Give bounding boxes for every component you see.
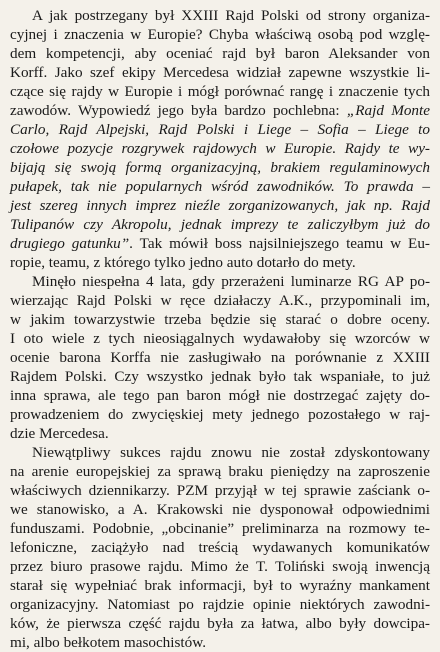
text-line bbox=[10, 633, 430, 652]
text-line bbox=[10, 405, 430, 424]
text-segment: A jak postrzegany był XXIII Rajd Polski od strony organiza- bbox=[32, 7, 430, 24]
text-line bbox=[10, 139, 430, 158]
text-line bbox=[10, 196, 430, 215]
text-line bbox=[10, 576, 430, 595]
text-segment: Korff. Jako szef ekipy Mercedesa widział zapewne wszystkie li- bbox=[10, 64, 430, 81]
text-line bbox=[10, 291, 430, 310]
quote-segment: drugiego gatunku” bbox=[10, 235, 130, 252]
text-segment: Rajdem Polski. Czy wszystko jednak było tak wspaniałe, to już bbox=[10, 368, 430, 385]
text-line bbox=[10, 82, 430, 101]
text-segment: starał się wypełniać brak informacji, był to wyraźny mankament bbox=[10, 577, 430, 594]
text-segment: mi, albo bełkotem masochistów. bbox=[10, 634, 206, 651]
text-segment: czące się rajdy w Europie i mógł porównać rangę i znaczenie tych bbox=[10, 83, 430, 100]
text-line bbox=[10, 44, 430, 63]
text-segment: funduszami. Podobnie, „obcinanie” preliminarza na rozmowy te- bbox=[10, 520, 430, 537]
paragraph bbox=[10, 272, 430, 443]
text-line bbox=[10, 557, 430, 576]
text-segment: Niewątpliwy sukces rajdu znowu nie został zdyskontowany bbox=[32, 444, 430, 461]
text-line bbox=[10, 253, 430, 272]
text-segment: dzie Mercedesa. bbox=[10, 425, 109, 442]
text-segment: ropie, teamu, z którego tylko jedno auto dotarło do mety. bbox=[10, 254, 356, 271]
text-line bbox=[10, 101, 430, 120]
text-line bbox=[10, 595, 430, 614]
text-segment: dem kompetencji, aby oceniać rajd był baron Aleksander von bbox=[10, 45, 430, 62]
text-line bbox=[10, 158, 430, 177]
text-line bbox=[10, 481, 430, 500]
quote-segment: bijają się swoją formą organizacyjną, brakiem regulaminowych bbox=[10, 159, 430, 176]
paragraph bbox=[10, 6, 430, 272]
text-line bbox=[10, 310, 430, 329]
text-line bbox=[10, 424, 430, 443]
text-line bbox=[10, 25, 430, 44]
text-segment: zawodów. Wypowiedź jego była bardzo pochlebna: bbox=[10, 102, 347, 119]
text-line bbox=[10, 386, 430, 405]
text-line bbox=[10, 462, 430, 481]
text-line bbox=[10, 443, 430, 462]
text-line bbox=[10, 120, 430, 139]
quote-segment: Tulipanów czy Akropolu, jednak imprezy te zaliczyłbym już do bbox=[10, 216, 430, 233]
text-segment: organizacyjny. Natomiast po rajdzie opinie niektórych zawodni- bbox=[10, 596, 430, 613]
text-segment: w jakim towarzystwie trzeba będzie się starać o dobre oceny. bbox=[10, 311, 430, 328]
text-line bbox=[10, 234, 430, 253]
paragraph bbox=[10, 443, 430, 652]
text-line bbox=[10, 6, 430, 25]
text-segment: przez biuro prasowe rajdu. Mimo że T. Toliński swoją inwencją bbox=[10, 558, 430, 575]
text-segment: I oto wiele z tych nieosiągalnych wydawałoby się wzorców w bbox=[10, 330, 430, 347]
text-segment: Minęło niespełna 4 lata, gdy przerażeni luminarze RG AP po- bbox=[32, 273, 430, 290]
text-segment: właściwych dziennikarzy. PZM przyjął w tej sprawie zaściank o- bbox=[10, 482, 430, 499]
text-line bbox=[10, 519, 430, 538]
text-segment: ocenie barona Korffa nie zasługiwało na porównanie z XXIII bbox=[10, 349, 430, 366]
text-line bbox=[10, 614, 430, 633]
text-line bbox=[10, 538, 430, 557]
quote-segment: jest szereg innych imprez nieźle zorganizowanych, jak np. Rajd bbox=[10, 197, 430, 214]
text-line bbox=[10, 63, 430, 82]
text-line bbox=[10, 177, 430, 196]
text-segment: prowadzeniem do zwycięskiej mety jednego pozostałego w raj- bbox=[10, 406, 430, 423]
text-segment: we stanowisko, a A. Krakowski nie dysponował odpowiednimi bbox=[10, 501, 430, 518]
text-line bbox=[10, 215, 430, 234]
quote-segment: czołowe pozycje rozgrywek rajdowych w Europie. Rajdy te wy- bbox=[10, 140, 430, 157]
quote-segment: pułapek, tak nie popularnych wśród zawodników. bbox=[10, 178, 335, 195]
text-segment: . Tak mówił boss najsilniejszego teamu w Eu- bbox=[129, 235, 430, 252]
text-line bbox=[10, 329, 430, 348]
text-line bbox=[10, 272, 430, 291]
text-line bbox=[10, 367, 430, 386]
text-line bbox=[10, 348, 430, 367]
text-segment: inna sprawa, ale tego pan baron mógł nie dostrzegać zajęty do- bbox=[10, 387, 430, 404]
text-line bbox=[10, 500, 430, 519]
quote-segment: „Rajd Monte bbox=[346, 102, 430, 119]
quote-segment: Carlo, Rajd Alpejski, Rajd Polski i Liege – Sofia – Liege to bbox=[10, 121, 430, 138]
text-segment: lefoniczne, zaciążyło nad treścią wydawanych komunikatów bbox=[10, 539, 430, 556]
text-segment: na arenie europejskiej za sprawą braku pieniędzy na zaproszenie bbox=[10, 463, 430, 480]
text-segment: wierzając Rajd Polski w ręce działaczy A.K., przypominali im, bbox=[10, 292, 430, 309]
text-segment: ków, że pierwsza część rajdu była za łatwa, albo były dowcipa- bbox=[10, 615, 430, 632]
quote-segment: To prawda – bbox=[334, 178, 430, 195]
text-segment: cyjnej i znaczenia w Europie? Chyba właściwą osobą pod wzglę- bbox=[10, 26, 430, 43]
